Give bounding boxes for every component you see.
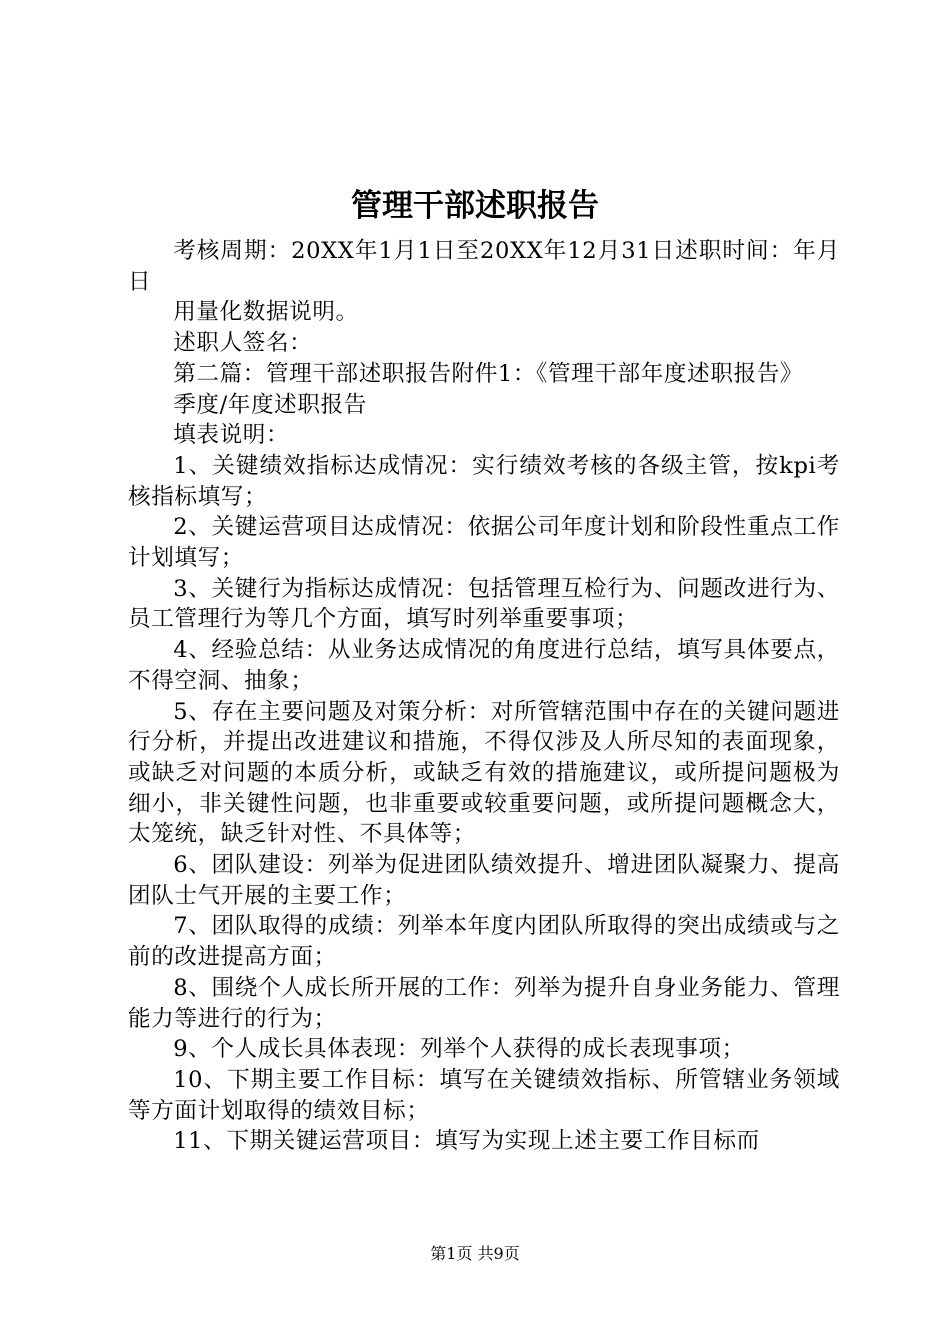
paragraph-item-7: 7、团队取得的成绩：列举本年度内团队所取得的突出成绩或与之前的改进提高方面； xyxy=(128,913,840,971)
paragraph-report-type: 季度/年度述职报告 xyxy=(173,391,367,418)
paragraph-item-11: 11、下期关键运营项目：填写为实现上述主要工作目标而 xyxy=(173,1128,760,1155)
paragraph-instructions-heading: 填表说明： xyxy=(173,422,290,449)
paragraph-signature: 述职人签名： xyxy=(173,330,313,357)
paragraph-quantified-data: 用量化数据说明。 xyxy=(173,299,359,326)
paragraph-item-4: 4、经验总结：从业务达成情况的角度进行总结，填写具体要点，不得空洞、抽象； xyxy=(128,637,840,694)
document-body xyxy=(128,236,840,1157)
paragraph-item-2: 2、关键运营项目达成情况：依据公司年度计划和阶段性重点工作计划填写； xyxy=(128,514,840,572)
page-footer: 第1页 共9页 xyxy=(430,1244,520,1263)
paragraph-item-10: 10、下期主要工作目标：填写在关键绩效指标、所管辖业务领域等方面计划取得的绩效目标； xyxy=(128,1066,840,1124)
paragraph-item-9: 9、个人成长具体表现：列举个人获得的成长表现事项； xyxy=(173,1036,745,1063)
paragraph-item-8: 8、围绕个人成长所开展的工作：列举为提升自身业务能力、管理能力等进行的行为； xyxy=(128,974,840,1032)
paragraph-item-3: 3、关键行为指标达成情况：包括管理互检行为、问题改进行为、员工管理行为等几个方面，填写时列举重要事项； xyxy=(128,575,840,633)
paragraph-item-5: 5、存在主要问题及对策分析：对所管辖范围中存在的关键问题进行分析，并提出改进建议和措施，不得仅涉及人所尽知的表面现象，或缺乏对问题的本质分析，或缺乏有效的措施建议，或所提问题极为细小，非关键性问题，也非重要或较重要问题，或所提问题概念大，太笼统，缺乏针对性、不具体等； xyxy=(128,698,840,848)
paragraph-assessment-period: 考核周期：20XX年1月1日至20XX年12月31日述职时间：年月日 xyxy=(128,238,840,295)
paragraph-second-article: 第二篇：管理干部述职报告附件1：《管理干部年度述职报告》 xyxy=(173,360,804,387)
paragraph-item-6: 6、团队建设：列举为促进团队绩效提升、增进团队凝聚力、提高团队士气开展的主要工作； xyxy=(128,852,840,909)
document-title: 管理干部述职报告 xyxy=(351,188,599,224)
paragraph-item-1: 1、关键绩效指标达成情况：实行绩效考核的各级主管，按kpi考核指标填写； xyxy=(128,452,840,510)
